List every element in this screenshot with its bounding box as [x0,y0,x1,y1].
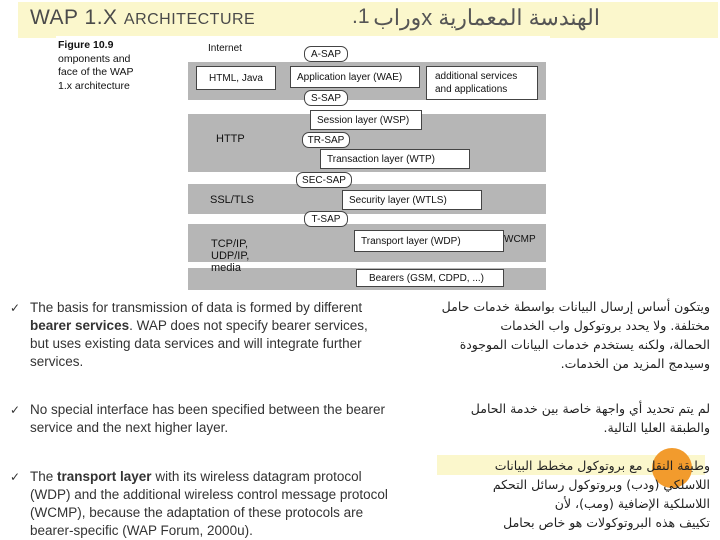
wap-architecture-figure [56,36,550,290]
slide-title-arabic: الهندسة المعمارية xوراب [373,5,600,30]
tr-sap: TR-SAP [302,132,350,148]
arabic-paragraph-2: لم يتم تحديد أي واجهة خاصة بين خدمة الحامل والطبقة العليا التالية. [470,401,710,435]
bullet-3-text: The transport layer with its wireless datagram protocol (WDP) and the additional wireless control message protocol (WCMP), because the adaptation of these protocols are bearer-specific (WAP Forum, 2000u). [30,469,388,538]
bullet-check-icon: ✓ [10,403,21,417]
application-layer-box: Application layer (WAE) [290,66,420,88]
wcmp-label: WCMP [504,234,536,245]
slide-title-number: .1 [352,5,370,28]
sec-sap: SEC-SAP [296,172,352,188]
slide-title-latin: WAP 1.X ARCHITECTURE [30,6,256,29]
http-label: HTTP [216,133,245,145]
additional-services-box: additional services and applications [426,66,538,100]
bullet-2-text: No special interface has been specified between the bearer service and the next higher layer. [30,402,385,435]
internet-label: Internet [208,43,242,54]
html-java-box: HTML, Java [196,66,276,90]
arabic-paragraph-3: وطبقة النقل مع بروتوكول مخطط البيانات اللاسلكي (ودب) وبروتوكول رسائل التحكم اللاسلكية الإضافية (ومب)، لأن تكييف هذه البروتوكولات هو خاص بحامل [492,458,710,530]
s-sap: S-SAP [304,90,348,106]
transaction-layer-box: Transaction layer (WTP) [320,149,470,169]
arabic-paragraph-1: ويتكون أساس إرسال البيانات بواسطة خدمات حامل مختلفة. ولا يحدد بروتوكول واب الخدمات الحمالة، ولكنه يستخدم خدمات البيانات الموجودة وسيدمج المزيد من الخدمات. [441,299,710,371]
session-layer-box: Session layer (WSP) [310,110,422,130]
figure-caption: Figure 10.9 omponents and face of the WAP 1.x architecture [58,39,134,92]
tcp-udp-media-label: TCP/IP, UDP/IP, media [211,238,250,274]
a-sap: A-SAP [304,46,348,62]
bullet-check-icon: ✓ [10,470,21,484]
bearers-box: Bearers (GSM, CDPD, ...) [356,269,504,287]
ssl-tls-label: SSL/TLS [210,194,255,206]
bullet-check-icon: ✓ [10,301,21,315]
t-sap: T-SAP [304,211,348,227]
bullet-1-text: The basis for transmission of data is formed by different bearer services. WAP does not specify bearer services, but uses existing data services and will integrate further services. [30,300,368,369]
security-layer-box: Security layer (WTLS) [342,190,482,210]
transport-layer-box: Transport layer (WDP) [354,230,504,252]
